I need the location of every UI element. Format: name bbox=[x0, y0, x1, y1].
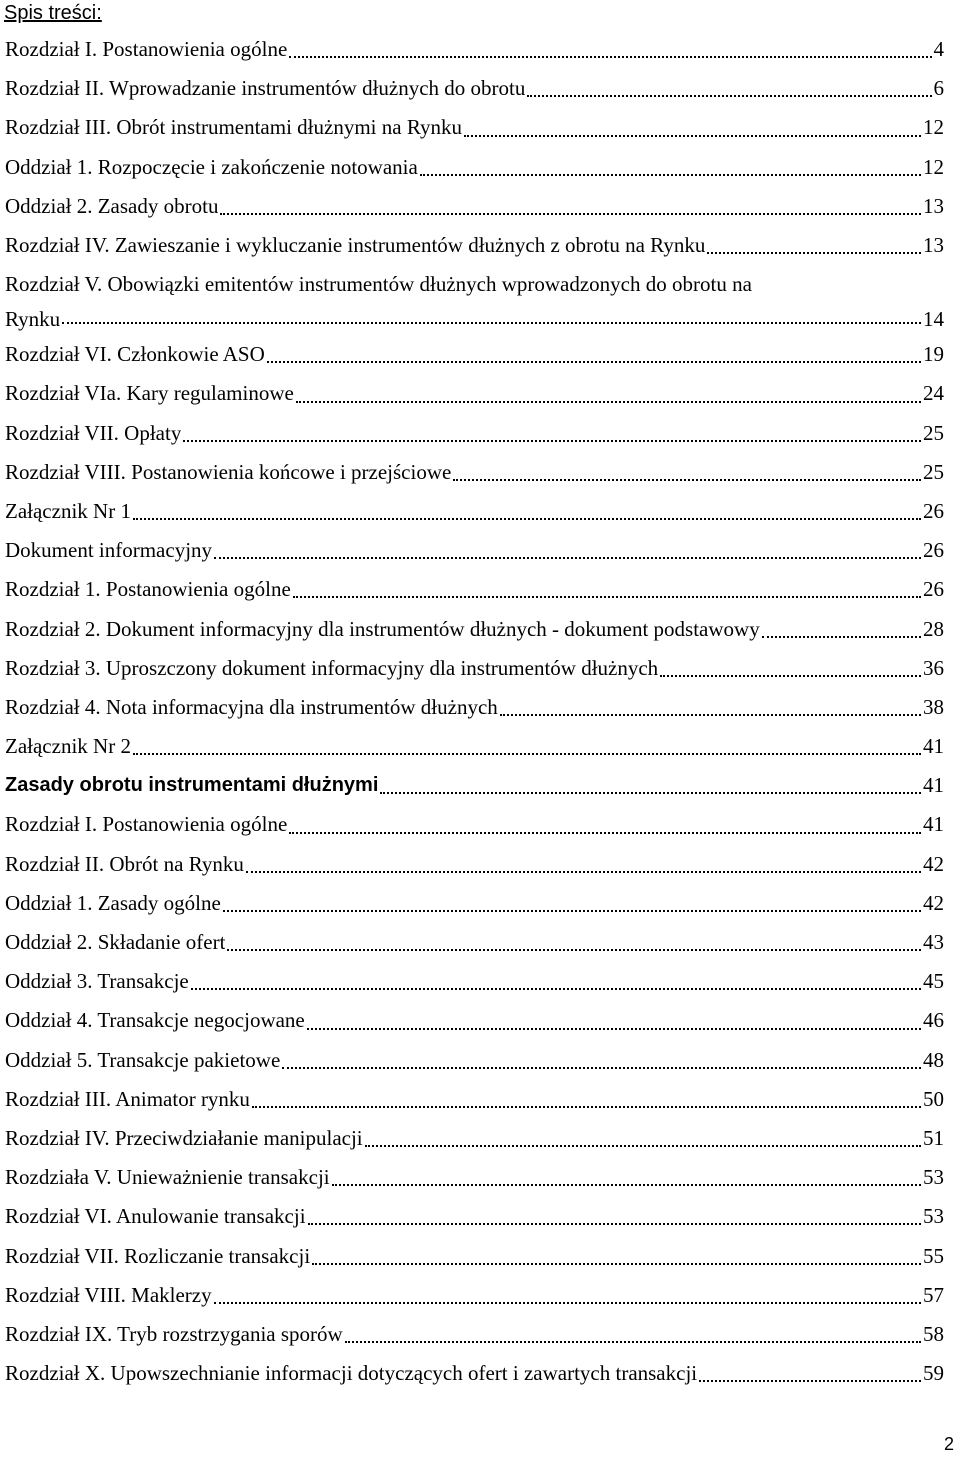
toc-entry-label: Dokument informacyjny bbox=[5, 538, 213, 563]
toc-entry-label: Rozdział VIII. Postanowienia końcowe i przejściowe bbox=[5, 459, 452, 484]
toc-entry-label: Oddział 4. Transakcje negocjowane bbox=[5, 1008, 305, 1033]
toc-entry[interactable] bbox=[5, 727, 944, 766]
toc-dot-leader bbox=[312, 1263, 921, 1265]
toc-entry-label: Rozdział VII. Opłaty bbox=[5, 420, 182, 445]
toc-entry-label: Rozdział 3. Uproszczony dokument informacyjny dla instrumentów dłużnych bbox=[5, 655, 659, 680]
toc-entry[interactable] bbox=[5, 108, 944, 147]
toc-entry[interactable] bbox=[5, 226, 944, 265]
toc-entry-label: Rynku bbox=[5, 307, 61, 332]
toc-dot-leader bbox=[307, 1028, 921, 1030]
toc-entry[interactable] bbox=[5, 609, 944, 648]
toc-dot-leader bbox=[214, 557, 921, 559]
toc-entry[interactable] bbox=[5, 1041, 944, 1080]
toc-entry-label: Załącznik Nr 2 bbox=[5, 734, 131, 759]
toc-entry[interactable] bbox=[5, 1119, 944, 1158]
toc-dot-leader bbox=[289, 56, 931, 58]
toc-dot-leader bbox=[527, 95, 931, 97]
toc-entry[interactable] bbox=[5, 492, 944, 531]
toc-entry[interactable] bbox=[5, 1276, 944, 1315]
toc-entry-label: Oddział 5. Transakcje pakietowe bbox=[5, 1047, 281, 1072]
toc-dot-leader bbox=[133, 518, 921, 520]
toc-dot-leader bbox=[453, 479, 921, 481]
toc-entry-label: Rozdział VI. Anulowanie transakcji bbox=[5, 1204, 306, 1229]
toc-entry-page: 42 bbox=[923, 851, 944, 876]
toc-list bbox=[5, 30, 944, 1393]
toc-dot-leader bbox=[220, 213, 921, 215]
toc-entry-page: 26 bbox=[923, 498, 944, 523]
toc-entry-page: 59 bbox=[923, 1361, 944, 1386]
toc-entry[interactable] bbox=[5, 1354, 944, 1393]
toc-entry-page: 42 bbox=[923, 890, 944, 915]
toc-entry-label: Rozdział 2. Dokument informacyjny dla instrumentów dłużnych - dokument podstawowy bbox=[5, 616, 760, 641]
toc-entry-label: Rozdział 1. Postanowienia ogólne bbox=[5, 577, 291, 602]
toc-dot-leader bbox=[345, 1341, 921, 1343]
toc-entry-page: 14 bbox=[923, 307, 944, 332]
toc-dot-leader bbox=[191, 988, 921, 990]
toc-dot-leader bbox=[380, 792, 921, 794]
toc-entry[interactable] bbox=[5, 805, 944, 844]
toc-entry-label: Rozdział X. Upowszechnianie informacji dotyczących ofert i zawartych transakcji bbox=[5, 1361, 698, 1386]
toc-entry[interactable] bbox=[5, 688, 944, 727]
toc-entry-page: 58 bbox=[923, 1321, 944, 1346]
toc-entry-page: 53 bbox=[923, 1165, 944, 1190]
toc-entry[interactable] bbox=[5, 766, 944, 805]
toc-entry-label: Oddział 3. Transakcje bbox=[5, 969, 189, 994]
toc-entry[interactable] bbox=[5, 453, 944, 492]
toc-dot-leader bbox=[289, 832, 921, 834]
toc-dot-leader bbox=[365, 1145, 921, 1147]
toc-entry-page: 25 bbox=[923, 420, 944, 445]
toc-dot-leader bbox=[227, 949, 921, 951]
toc-entry-label: Rozdział I. Postanowienia ogólne bbox=[5, 37, 288, 62]
toc-entry[interactable] bbox=[5, 1001, 944, 1040]
toc-dot-leader bbox=[464, 135, 921, 137]
toc-entry-page: 41 bbox=[923, 812, 944, 837]
toc-dot-leader bbox=[267, 361, 921, 363]
toc-entry[interactable] bbox=[5, 923, 944, 962]
toc-dot-leader bbox=[332, 1184, 921, 1186]
toc-entry-page: 48 bbox=[923, 1047, 944, 1072]
toc-entry-label: Rozdział IV. Przeciwdziałanie manipulacji bbox=[5, 1125, 363, 1150]
toc-dot-leader bbox=[62, 322, 921, 324]
toc-entry[interactable] bbox=[5, 148, 944, 187]
toc-entry-label: Rozdział IX. Tryb rozstrzygania sporów bbox=[5, 1321, 343, 1346]
toc-entry-label: Rozdział VI. Członkowie ASO bbox=[5, 342, 265, 367]
toc-entry-page: 13 bbox=[923, 233, 944, 258]
toc-entry-label: Rozdział IV. Zawieszanie i wykluczanie instrumentów dłużnych z obrotu na Rynku bbox=[5, 233, 706, 258]
toc-entry-page: 4 bbox=[933, 37, 944, 62]
toc-entry-label: Rozdział I. Postanowienia ogólne bbox=[5, 812, 288, 837]
toc-entry-page: 38 bbox=[923, 694, 944, 719]
toc-entry-page: 12 bbox=[923, 115, 944, 140]
toc-entry[interactable] bbox=[5, 1315, 944, 1354]
toc-dot-leader bbox=[252, 1106, 921, 1108]
toc-entry[interactable] bbox=[5, 335, 944, 374]
toc-entry-label: Załącznik Nr 1 bbox=[5, 498, 131, 523]
toc-entry-page: 50 bbox=[923, 1086, 944, 1111]
toc-dot-leader bbox=[420, 174, 921, 176]
toc-entry-label: Zasady obrotu instrumentami dłużnymi bbox=[5, 774, 379, 797]
toc-dot-leader bbox=[293, 596, 921, 598]
toc-dot-leader bbox=[183, 440, 921, 442]
toc-dot-leader bbox=[282, 1067, 921, 1069]
toc-entry[interactable] bbox=[5, 414, 944, 453]
toc-entry-label: Oddział 1. Rozpoczęcie i zakończenie notowania bbox=[5, 154, 418, 179]
toc-entry[interactable] bbox=[5, 1236, 944, 1275]
toc-entry-page: 45 bbox=[923, 969, 944, 994]
toc-entry-page: 55 bbox=[923, 1243, 944, 1268]
toc-dot-leader bbox=[699, 1380, 921, 1382]
toc-dot-leader bbox=[223, 910, 921, 912]
toc-entry-label: Rozdział V. Obowiązki emitentów instrumentów dłużnych wprowadzonych do obrotu na bbox=[5, 272, 752, 297]
toc-entry-page: 57 bbox=[923, 1282, 944, 1307]
toc-entry[interactable] bbox=[5, 1080, 944, 1119]
toc-entry[interactable] bbox=[5, 845, 944, 884]
toc-entry[interactable] bbox=[5, 962, 944, 1001]
toc-entry-page: 24 bbox=[923, 381, 944, 406]
toc-dot-leader bbox=[707, 252, 921, 254]
toc-entry-page: 28 bbox=[923, 616, 944, 641]
toc-entry[interactable] bbox=[5, 265, 944, 335]
toc-dot-leader bbox=[133, 753, 921, 755]
toc-entry-label: Rozdział VIa. Kary regulaminowe bbox=[5, 381, 294, 406]
toc-dot-leader bbox=[660, 675, 921, 677]
toc-dot-leader bbox=[308, 1223, 921, 1225]
toc-entry[interactable] bbox=[5, 1197, 944, 1236]
toc-entry-page: 13 bbox=[923, 193, 944, 218]
toc-entry-page: 25 bbox=[923, 459, 944, 484]
toc-entry[interactable] bbox=[5, 570, 944, 609]
toc-entry[interactable] bbox=[5, 1158, 944, 1197]
toc-entry-page: 12 bbox=[923, 154, 944, 179]
toc-entry-label: Rozdział 4. Nota informacyjna dla instrumentów dłużnych bbox=[5, 694, 498, 719]
toc-entry-page: 26 bbox=[923, 577, 944, 602]
toc-entry-label: Rozdział III. Animator rynku bbox=[5, 1086, 250, 1111]
toc-entry[interactable] bbox=[5, 884, 944, 923]
toc-entry-label: Rozdziała V. Unieważnienie transakcji bbox=[5, 1165, 330, 1190]
toc-entry[interactable] bbox=[5, 531, 944, 570]
toc-entry[interactable] bbox=[5, 187, 944, 226]
toc-entry-label: Oddział 2. Zasady obrotu bbox=[5, 193, 219, 218]
toc-entry-label: Rozdział VIII. Maklerzy bbox=[5, 1282, 212, 1307]
toc-entry-label: Rozdział II. Obrót na Rynku bbox=[5, 851, 244, 876]
toc-entry-page: 41 bbox=[923, 734, 944, 759]
toc-entry-page: 19 bbox=[923, 342, 944, 367]
toc-entry-page: 46 bbox=[923, 1008, 944, 1033]
toc-dot-leader bbox=[500, 714, 921, 716]
toc-entry-label: Oddział 1. Zasady ogólne bbox=[5, 890, 221, 915]
toc-dot-leader bbox=[246, 871, 921, 873]
toc-dot-leader bbox=[762, 636, 921, 638]
toc-entry[interactable] bbox=[5, 374, 944, 413]
toc-entry-page: 53 bbox=[923, 1204, 944, 1229]
toc-title: Spis treści: bbox=[4, 2, 102, 24]
toc-entry[interactable] bbox=[5, 69, 944, 108]
toc-entry-page: 41 bbox=[923, 773, 944, 798]
toc-entry-label: Rozdział III. Obrót instrumentami dłużnymi na Rynku bbox=[5, 115, 462, 140]
toc-entry-label: Oddział 2. Składanie ofert bbox=[5, 930, 226, 955]
toc-entry-label: Rozdział VII. Rozliczanie transakcji bbox=[5, 1243, 311, 1268]
toc-dot-leader bbox=[296, 401, 921, 403]
toc-entry-page: 36 bbox=[923, 655, 944, 680]
toc-dot-leader bbox=[214, 1302, 921, 1304]
toc-entry[interactable] bbox=[5, 649, 944, 688]
toc-entry-page: 26 bbox=[923, 538, 944, 563]
toc-entry-page: 43 bbox=[923, 930, 944, 955]
toc-entry-page: 6 bbox=[933, 76, 944, 101]
toc-entry-label: Rozdział II. Wprowadzanie instrumentów dłużnych do obrotu bbox=[5, 76, 526, 101]
toc-entry[interactable] bbox=[5, 30, 944, 69]
toc-entry-page: 51 bbox=[923, 1125, 944, 1150]
page-number: 2 bbox=[943, 1434, 954, 1454]
